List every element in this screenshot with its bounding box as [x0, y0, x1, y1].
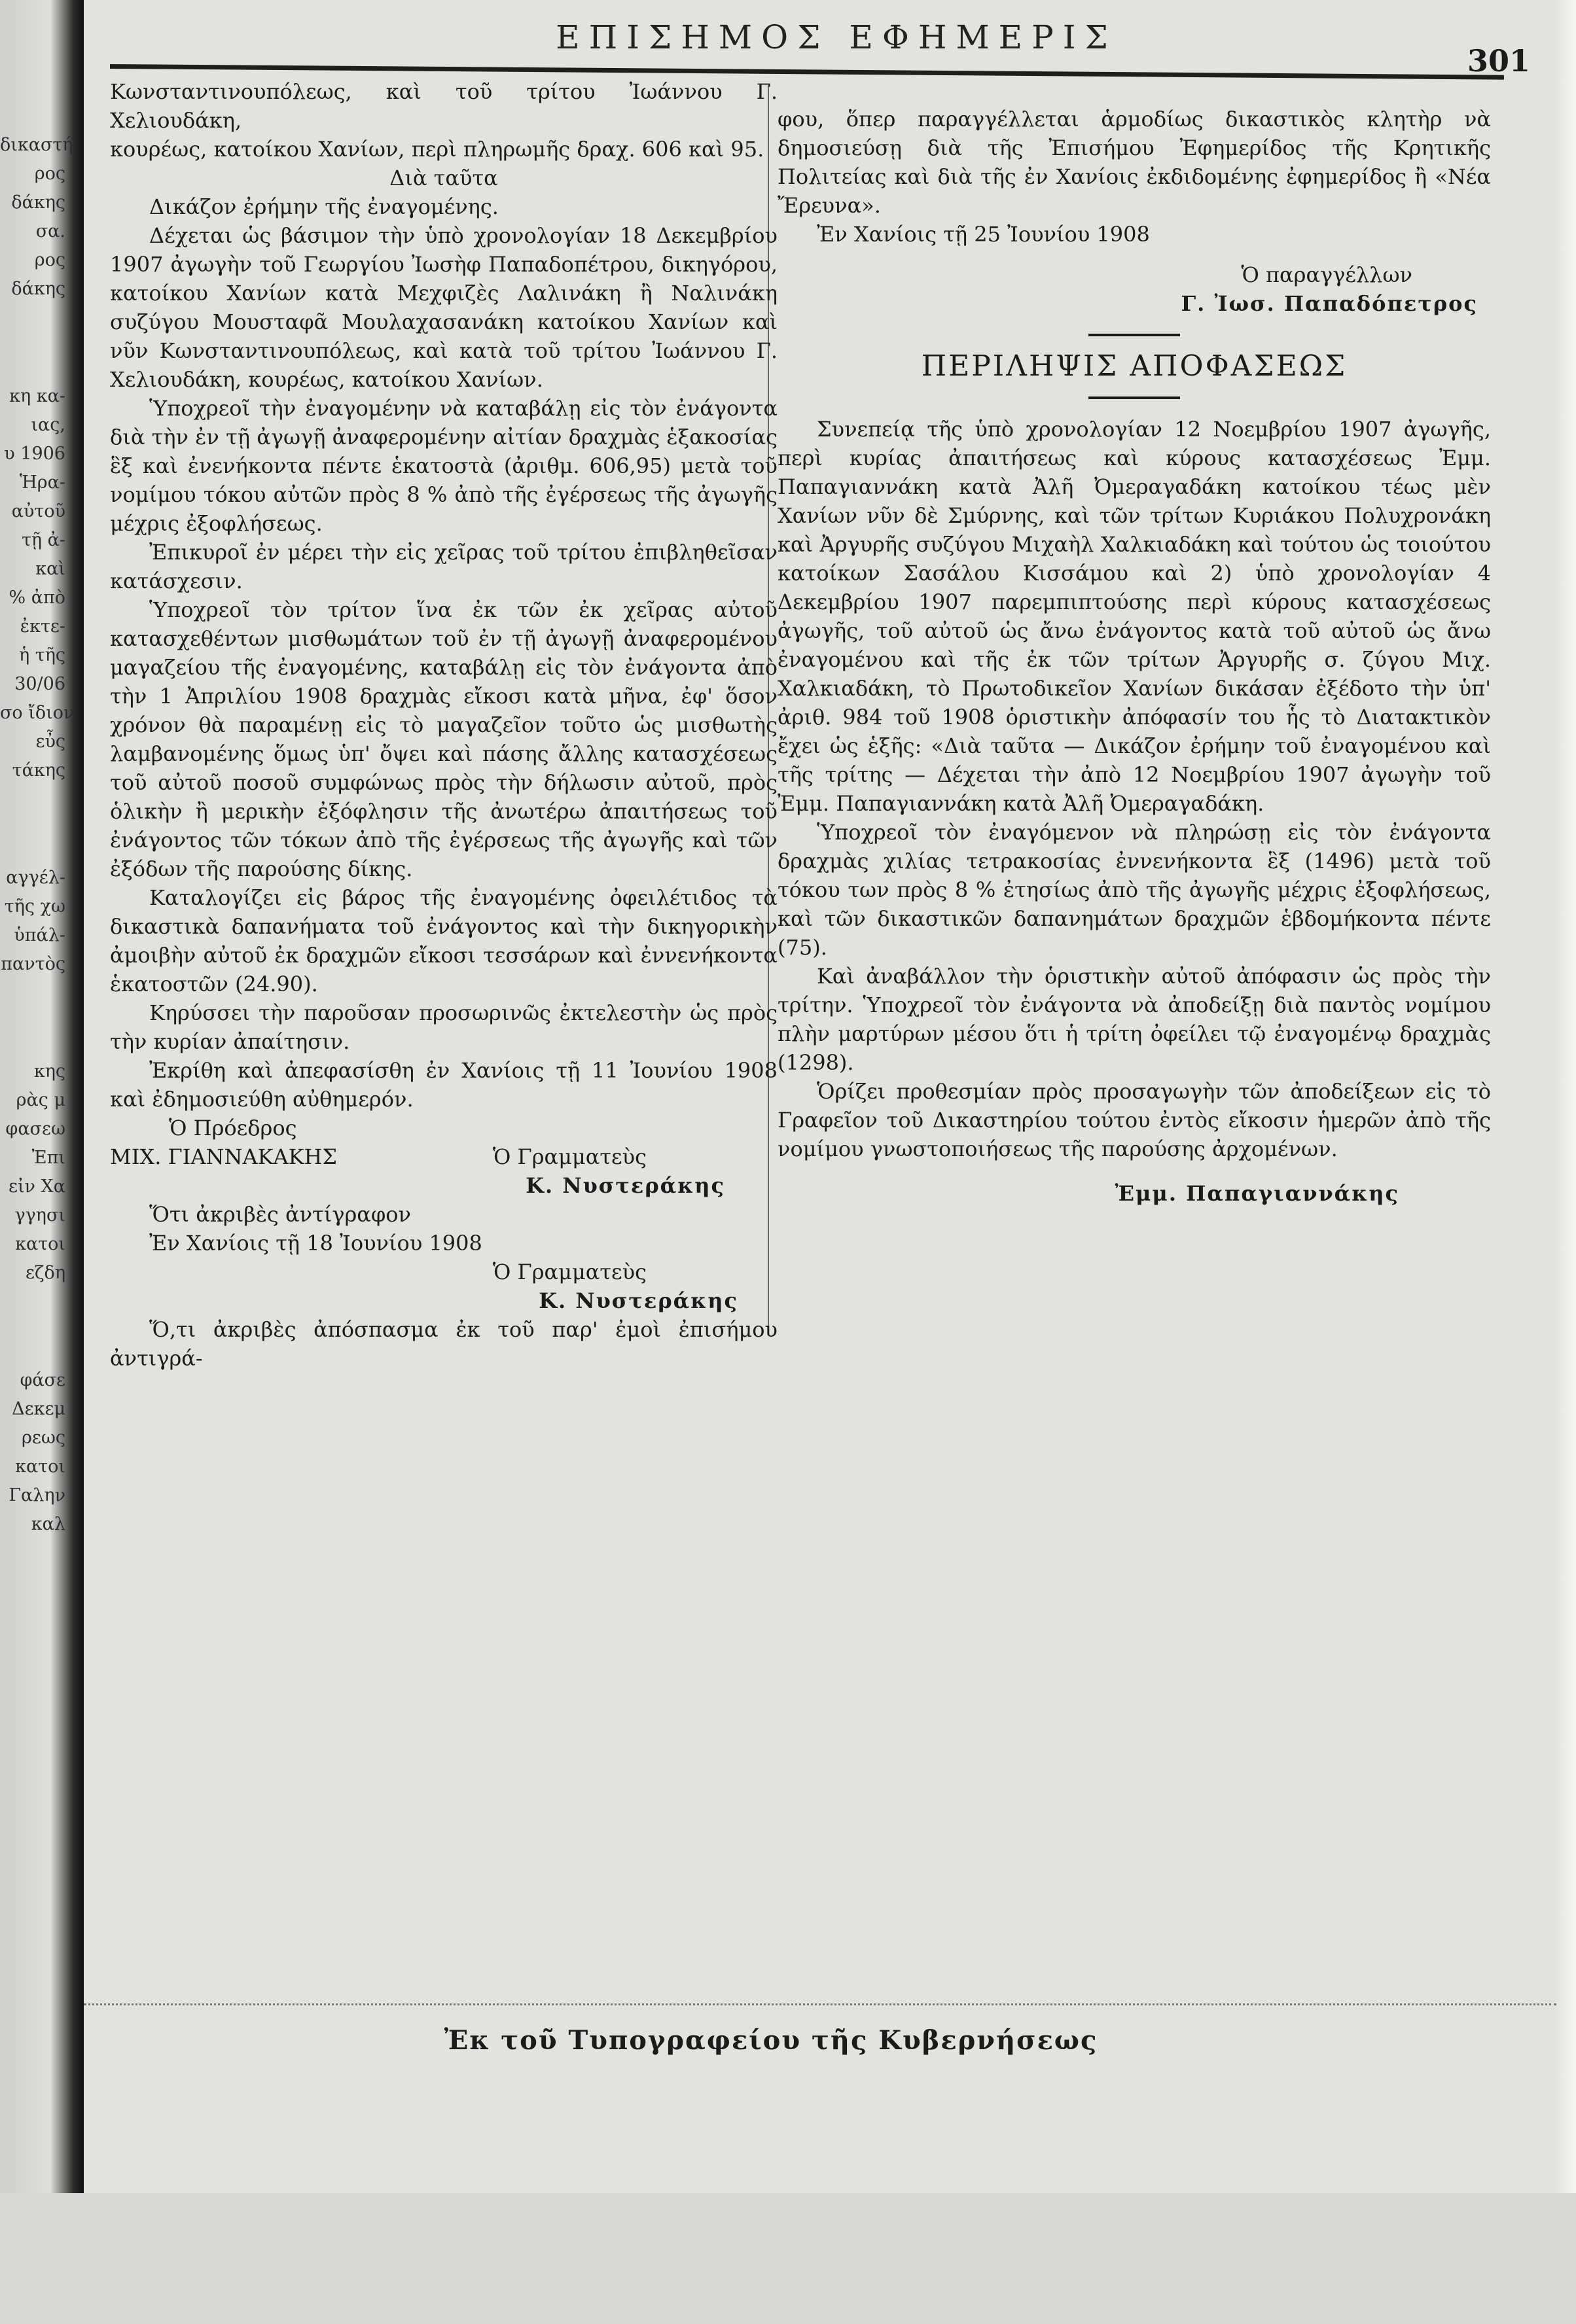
dia-tauta-heading: Διὰ ταῦτα	[389, 166, 498, 190]
edge-fragment: δικαστή	[0, 135, 73, 155]
orderer-title: Ὁ παραγγέλλων	[1241, 262, 1412, 287]
secretary-name: Κ. Νυστεράκης	[526, 1173, 725, 1198]
edge-fragment: 30/06	[14, 674, 65, 694]
edge-fragment: κης	[33, 1061, 65, 1082]
edge-fragment: ἡ τῆς	[19, 645, 65, 665]
paragraph: Ἐκρίθη καὶ ἀπεφασίσθη ἐν Χανίοις τῇ 11 Ἰουνίου 1908 καὶ ἐδημοσιεύθη αὐθημερόν.	[110, 1058, 778, 1112]
edge-fragment: εζδη	[25, 1263, 65, 1283]
footer-rule	[84, 2003, 1556, 2005]
edge-fragment: Ἐπι	[31, 1148, 65, 1168]
secretary-title: Ὁ Γραμματεὺς	[492, 1259, 647, 1284]
edge-fragment: ρος	[34, 250, 65, 270]
paragraph: Ὑποχρεοῖ τὴν ἐναγομένην νὰ καταβάλῃ εἰς τὸν ἐνάγοντα διὰ τὴν ἐν τῇ ἀγωγῇ ἀναφερομένην αἰτίαν δραχμὰς ἑξακοσίας ἓξ καὶ ἐνενήκοντα πέντε ἑκατοστὰ (ἀριθμ. 606,95) μετὰ τοῦ νομίμου τόκου αὐτῶν πρὸς 8 % ἀπὸ τῆς ἐγέρσεως τῆς ἀγωγῆς μέχρις ἐξοφλήσεως.	[110, 396, 778, 536]
section-rule	[1088, 334, 1180, 336]
section-heading: ΠΕΡΙΛΗΨΙΣ ΑΠΟΦΑΣΕΩΣ	[921, 349, 1348, 383]
paragraph: Συνεπείᾳ τῆς ὑπὸ χρονολογίαν 12 Νοεμβρίου 1907 ἀγωγῆς, περὶ κυρίας ἀπαιτήσεως καὶ κύρους κατασχέσεως Ἐμμ. Παπαγιαννάκη κατὰ Ἀλῆ Ὀμεραγαδάκη κατοίκου τέως μὲν Χανίων νῦν δὲ Σμύρνης, καὶ τῶν τρίτων Κυριάκου Πολυχρονάκη καὶ Ἀργυρῆς συζύγου Μιχαὴλ Χαλκιαδάκη καὶ τούτου ὡς τοιούτου κατοίκων Σασάλου Κισσάμου καὶ 2) ὑπὸ χρονολογίαν 4 Δεκεμβρίου 1907 παρεμπιπτούσης περὶ κύρους κατασχέσεως ἀγωγῆς, τοῦ αὐτοῦ ὡς ἄνω ἐνάγοντος κατὰ τοῦ αὐτοῦ ὡς ἄνω ἐναγομένου καὶ τῆς ἐκ τῶν τρίτων Ἀργυρῆς σ. ζύγου Μιχ. Χαλκιαδάκη, τὸ Πρωτοδικεῖον Χανίων δικάσαν ἐξέδοτο τὴν ὑπ' ἀριθ. 984 τοῦ 1908 ὁριστικὴν ἀπόφασίν του ἧς τὸ Διατακτικὸν ἔχει ὡς ἑξῆς: «Διὰ ταῦτα — Δικάζον ἐρήμην τοῦ ἐναγομένου καὶ τῆς τρίτης — Δέχεται τὴν ἀπὸ 12 Νοεμβρίου 1907 ἀγωγὴν τοῦ Ἐμμ. Παπαγιαννάκη κατὰ Ἀλῆ Ὀμεραγαδάκη.	[778, 417, 1491, 816]
edge-fragment: καὶ	[35, 559, 65, 579]
edge-fragment: Γαλην	[9, 1485, 65, 1505]
edge-fragment: τῆς χω	[4, 896, 65, 917]
edge-fragment: αγγέλ-	[6, 868, 65, 888]
masthead: ΕΠΙΣΗΜΟΣ ΕΦΗΜΕΡΙΣ	[556, 18, 1117, 56]
signer-name: Ἐμμ. Παπαγιαννάκης	[1115, 1181, 1399, 1206]
paragraph: Δέχεται ὡς βάσιμον τὴν ὑπὸ χρονολογίαν 18 Δεκεμβρίου 1907 ἀγωγὴν τοῦ Γεωργίου Ἰωσὴφ Παπαδοπέτρου, δικηγόρου, κατοίκου Χανίων κατὰ Μεχφιζὲς Λαλινάκη ἢ Ναλινάκη συζύγου Μουσταφᾶ Μουλαχασανάκη κατοίκου Χανίων καὶ νῦν Κωνσταντινουπόλεως, καὶ κατὰ τοῦ τρίτου Ἰωάννου Γ. Χελιουδάκη, κουρέως, κατοίκου Χανίων.	[110, 223, 778, 392]
signature-row	[110, 1142, 778, 1171]
closing-line: Ὅ,τι ἀκριβὲς ἀπόσπασμα ἐκ τοῦ παρ' ἐμοὶ ἐπισήμου ἀντιγρά-	[110, 1317, 778, 1371]
paragraph: Ὁρίζει προθεσμίαν πρὸς προσαγωγὴν τῶν ἀποδείξεων εἰς τὸ Γραφεῖον τοῦ Δικαστηρίου τούτου ἐντὸς εἴκοσιν ἡμερῶν ἀπὸ τῆς νομίμου γνωστοποιήσεως τῆς παρούσης ἀρχομένων.	[778, 1079, 1491, 1161]
edge-fragment: σο ἴδιον	[0, 703, 75, 723]
paragraph: Καταλογίζει εἰς βάρος τῆς ἐναγομένης ὀφειλέτιδος τὰ δικαστικὰ δαπανήματα τοῦ ἐνάγοντος καὶ τὴν δικηγορικὴν ἀμοιβὴν αὐτοῦ ἐκ δραχμῶν εἴκοσι τεσσάρων καὶ ἐννενήκοντα ἑκατοστῶν (24.90).	[110, 885, 778, 996]
secretary-name: Κ. Νυστεράκης	[539, 1288, 738, 1313]
secretary-title: Ὁ Γραμματεὺς	[492, 1144, 647, 1169]
edge-fragment: τῇ ἀ-	[21, 530, 65, 550]
paragraph: Κηρύσσει τὴν παροῦσαν προσωρινῶς ἐκτελεστὴν ὡς πρὸς τὴν κυρίαν ἀπαίτησιν.	[110, 1000, 778, 1054]
edge-fragment: κατοι	[15, 1456, 65, 1477]
edge-fragment: Δεκεμ	[12, 1399, 65, 1419]
edge-fragment: φάσε	[20, 1370, 65, 1390]
paragraph: Ὑποχρεοῖ τὸν τρίτον ἵνα ἐκ τῶν ἐκ χεῖρας αὐτοῦ κατασχεθέντων μισθωμάτων τοῦ ἐν τῇ ἀγωγῇ ἀναφερομένου μαγαζείου τῆς ἐναγομένης, καταβάλῃ εἰς τὸν ἐνάγοντα ἀπὸ τὴν 1 Ἀπριλίου 1908 δραχμὰς εἴκοσι κατὰ μῆνα, ἐφ' ὅσον χρόνον θὰ παραμένῃ εἰς τὸ μαγαζεῖον τοῦτο ὡς μισθωτὴς λαμβανομένης ὅμως ὑπ' ὄψει καὶ πάσης ἄλλης κατασχέσεως τοῦ αὐτοῦ ποσοῦ συμφώνως πρὸς τὴν δήλωσιν αὐτοῦ, πρὸς ὁλικὴν ἢ μερικὴν ἐξόφλησιν τῆς ἀνωτέρω ἀπαιτήσεως τοῦ ἐνάγοντος τῶν τόκων ἀπὸ τῆς ἐγέρσεως τῆς ἀγωγῆς καὶ τῶν ἐξόδων τῆς παρούσης δίκης.	[110, 597, 778, 881]
right-column	[778, 105, 1491, 1208]
orderer-name: Γ. Ἰωσ. Παπαδόπετρος	[1181, 291, 1478, 316]
edge-fragment: τάκης	[12, 760, 65, 781]
edge-fragment: εὖς	[35, 731, 65, 752]
edge-fragment: γγησι	[14, 1205, 65, 1225]
edge-fragment: ἐκτε-	[20, 616, 65, 637]
edge-fragment: υ 1906	[4, 444, 65, 464]
right-page-edge	[1556, 0, 1576, 2193]
edge-fragment: ὑπάλ-	[14, 925, 65, 945]
edge-fragment: παντὸς	[1, 954, 65, 974]
date-line: Ἐν Χανίοις τῇ 25 Ἰουνίου 1908	[817, 222, 1150, 247]
paragraph: Καὶ ἀναβάλλον τὴν ὁριστικὴν αὐτοῦ ἀπόφασιν ὡς πρὸς τὴν τρίτην. Ὑποχρεοῖ τὸν ἐνάγοντα νὰ ἀποδείξῃ διὰ παντὸς νομίμου πλὴν μαρτύρων μέσου ὅτι ἡ τρίτη ὀφείλει τῷ ἐναγομένῳ δραχμὰς (1298).	[778, 964, 1491, 1075]
page-number: 301	[1467, 43, 1530, 79]
copy-date: Ἐν Χανίοις τῇ 18 Ἰουνίου 1908	[149, 1231, 482, 1256]
edge-fragment: δάκης	[11, 192, 65, 213]
intro-line: Κωνσταντινουπόλεως, καὶ τοῦ τρίτου Ἰωάννου Γ. Χελιουδάκη,	[110, 79, 778, 133]
president-title: Ὁ Πρόεδρος	[169, 1116, 297, 1140]
printer-imprint: Ἐκ τοῦ Τυπογραφείου τῆς Κυβερνήσεως	[444, 2025, 1098, 2056]
paragraph: Ὑποχρεοῖ τὸν ἐναγόμενον νὰ πληρώσῃ εἰς τὸν ἐνάγοντα δραχμὰς χιλίας τετρακοσίας ἐννενήκοντα ἓξ (1496) μετὰ τοῦ τόκου των πρὸς 8 % ἐτησίως ἀπὸ τῆς ἀγωγῆς μέχρις ἐξοφλήσεως, καὶ τῶν δικαστικῶν δαπανημάτων δραχμῶν ἑβδομήκοντα πέντε (75).	[778, 820, 1491, 960]
edge-fragment: αὐτοῦ	[11, 501, 65, 521]
paragraph: Ἐπικυροῖ ἐν μέρει τὴν εἰς χεῖρας τοῦ τρίτου ἐπιβληθεῖσαν κατάσχεσιν.	[110, 540, 778, 593]
continuation-paragraph: φου, ὅπερ παραγγέλλεται ἁρμοδίως δικαστικὸς κλητὴρ νὰ δημοσιεύσῃ διὰ τῆς Ἐπισήμου Ἐφημερίδος τῆς Κρητικῆς Πολιτείας καὶ διὰ τῆς ἐν Χανίοις ἐκδιδομένης ἐφημερίδος ἢ «Νέα Ἔρευνα».	[778, 107, 1491, 218]
copy-note: Ὅτι ἀκριβὲς ἀντίγραφον	[149, 1202, 411, 1227]
intro-line: κουρέως, κατοίκου Χανίων, περὶ πληρωμῆς δραχ. 606 καὶ 95.	[110, 137, 764, 162]
edge-fragment: καλ	[31, 1514, 65, 1534]
president-name: ΜΙΧ. ΓΙΑΝΝΑΚΑΚΗΣ	[110, 1144, 338, 1169]
edge-fragment: φασεω	[5, 1119, 65, 1139]
adjacent-page-fragments	[0, 0, 75, 2324]
paragraph: Δικάζον ἐρήμην τῆς ἐναγομένης.	[149, 194, 499, 219]
edge-fragment: ιας,	[31, 415, 65, 435]
edge-fragment: κατοι	[15, 1234, 65, 1254]
edge-fragment: ρεως	[22, 1428, 65, 1448]
edge-fragment: δάκης	[11, 279, 65, 299]
edge-fragment: Ἡρα-	[19, 472, 65, 493]
left-column	[110, 77, 778, 1373]
section-rule	[1088, 396, 1180, 399]
newspaper-page	[84, 0, 1556, 2193]
edge-fragment: σα.	[35, 221, 65, 241]
edge-fragment: κη κα-	[9, 386, 65, 406]
edge-fragment: ρος	[34, 164, 65, 184]
edge-fragment: % ἀπὸ	[9, 588, 65, 608]
edge-fragment: ρὰς μ	[16, 1090, 65, 1110]
edge-fragment: εἰν Χα	[8, 1176, 65, 1197]
